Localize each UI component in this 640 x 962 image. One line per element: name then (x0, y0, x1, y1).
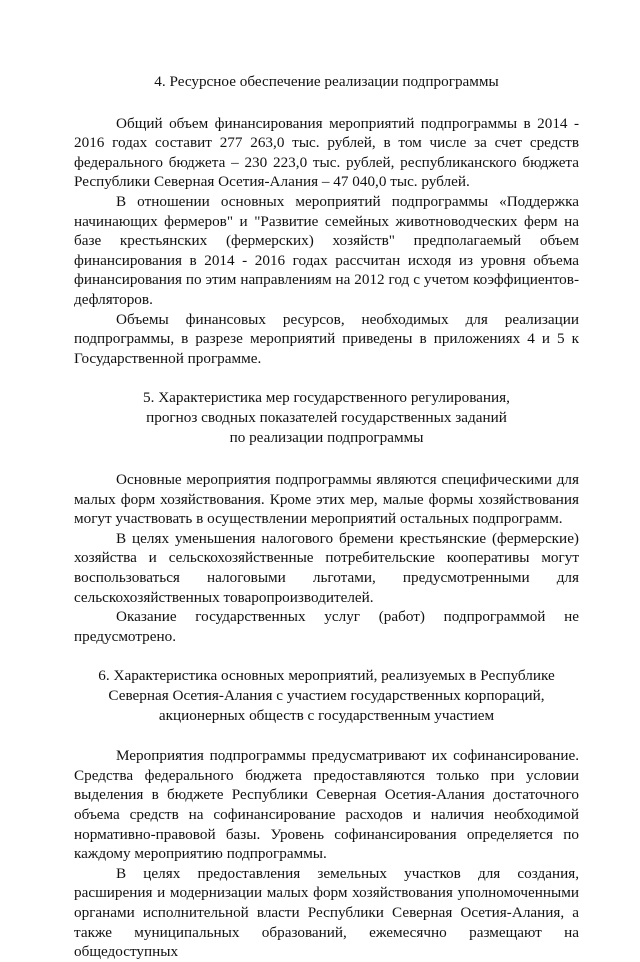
section-5-title (74, 388, 579, 447)
section-5-paragraph-1: Основные мероприятия подпрограммы являются специфическими для малых форм хозяйствования. Кроме этих мер, малые формы хозяйствования могут участвовать в осуществлении мероприятий остальных подпрограмм. (74, 471, 579, 528)
section-6-title-line-3: акционерных обществ с государственным участием (158, 706, 495, 724)
document-page (74, 72, 579, 962)
section-6-title (74, 666, 579, 725)
section-5-title-line-1: 5. Характеристика мер государственного регулирования, (143, 389, 510, 407)
section-4-paragraph-2: В отношении основных мероприятий подпрограммы «Поддержка начинающих фермеров" и "Развитие семейных животноводческих ферм на базе крестьянских (фермерских) хозяйств" предполагаемый объем финансирования в 2014 - 2016 годах рассчитан исходя из уровня объема финансирования по этим направлениям на 2012 год с учетом коэффициентов-дефляторов. (74, 192, 579, 308)
section-6-title-line-2: Северная Осетия-Алания с участием государственных корпораций, (108, 687, 545, 705)
section-5-paragraph-2: В целях уменьшения налогового бремени крестьянские (фермерские) хозяйства и сельскохозяйственные потребительские кооперативы могут воспользоваться налоговыми льготами, предусмотренными для сельскохозяйственных товаропроизводителей. (74, 529, 579, 606)
section-5-paragraph-3: Оказание государственных услуг (работ) подпрограммой не предусмотрено. (74, 608, 579, 645)
section-6-paragraph-1: Мероприятия подпрограммы предусматривают их софинансирование. Средства федерального бюджета предоставляются только при условии выделения в бюджете Республики Северная Осетия-Алания достаточного объема средств на софинансирование расходов и наличия необходимой нормативно-правовой базы. Уровень софинансирования определяется по каждому мероприятию подпрограммы. (74, 747, 579, 863)
section-5-title-line-2: прогноз сводных показателей государственных заданий (146, 408, 507, 426)
section-4-paragraph-3: Объемы финансовых ресурсов, необходимых для реализации подпрограммы, в разрезе мероприятий приведены в приложениях 4 и 5 к Государственной программе. (74, 310, 579, 367)
section-6-paragraph-2: В целях предоставления земельных участков для создания, расширения и модернизации малых форм хозяйствования уполномоченными органами исполнительной власти Республики Северная Осетия-Алания, а также муниципальных образований, ежемесячно размещают на общедоступных (74, 864, 579, 961)
section-4-title: 4. Ресурсное обеспечение реализации подпрограммы (154, 73, 499, 90)
section-4-paragraph-1: Общий объем финансирования мероприятий подпрограммы в 2014 - 2016 годах составит 277 263,0 тыс. рублей, в том числе за счет средств федерального бюджета – 230 223,0 тыс. рублей, республиканского бюджета Республики Северная Осетия-Алания – 47 040,0 тыс. рублей. (74, 114, 579, 191)
section-6-title-line-1: 6. Характеристика основных мероприятий, реализуемых в Республике (98, 667, 555, 685)
section-5-title-line-3: по реализации подпрограммы (229, 428, 424, 446)
